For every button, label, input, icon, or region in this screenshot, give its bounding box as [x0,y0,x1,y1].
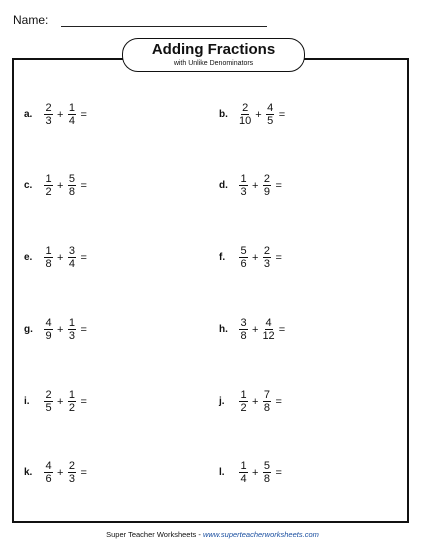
problem-label: k. [24,467,33,478]
numerator: 4 [267,102,274,114]
fraction-1 [239,460,248,485]
equals-sign: = [278,323,286,336]
page-title: Adding Fractions [151,41,276,58]
fraction-2 [67,317,76,342]
denominator: 3 [45,115,52,127]
numerator: 2 [242,102,249,114]
problem-k [24,460,91,485]
denominator: 3 [68,473,75,485]
fraction-2 [262,173,271,198]
numerator: 2 [45,102,52,114]
fraction-1 [44,460,53,485]
fraction-2 [67,460,76,485]
numerator: 5 [240,245,247,257]
equals-sign: = [80,323,87,336]
page-subtitle: with Unlike Denominators [173,60,254,67]
problem-g [24,317,91,342]
problem-d [219,173,286,198]
worksheet-frame [12,58,409,523]
denominator: 4 [240,473,247,485]
fraction-1 [239,317,248,342]
numerator: 2 [263,245,270,257]
numerator: 2 [68,460,75,472]
denominator: 8 [263,402,270,414]
plus-sign: + [255,108,262,121]
footer-brand: Super Teacher Worksheets [106,530,197,539]
equals-sign: = [80,466,87,479]
numerator: 2 [263,173,270,185]
fraction-2 [266,102,275,127]
footer-url[interactable]: www.superteacherworksheets.com [202,530,319,539]
problem-label: g. [24,324,33,335]
problem-label: j. [219,396,225,407]
denominator: 9 [45,330,52,342]
denominator: 3 [68,330,75,342]
equals-sign: = [275,251,282,264]
denominator: 10 [239,115,252,127]
numerator: 1 [68,317,75,329]
equals-sign: = [275,466,282,479]
denominator: 2 [45,186,52,198]
footer-separator: - [198,530,201,539]
denominator: 3 [263,258,270,270]
fraction-2 [262,317,274,342]
numerator: 1 [240,173,247,185]
denominator: 4 [68,258,75,270]
problem-label: a. [24,109,33,120]
equals-sign: = [80,395,87,408]
fraction-2 [67,173,76,198]
numerator: 5 [68,173,75,185]
denominator: 5 [45,402,52,414]
denominator: 2 [68,402,75,414]
plus-sign: + [57,395,64,408]
numerator: 1 [240,389,247,401]
fraction-2 [67,389,76,414]
fraction-1 [239,389,248,414]
equals-sign: = [80,179,87,192]
plus-sign: + [57,323,64,336]
problem-l [219,460,286,485]
problem-label: c. [24,180,33,191]
problem-label: i. [24,396,30,407]
numerator: 1 [240,460,247,472]
name-label: Name: [13,13,49,27]
problem-e [24,245,91,270]
denominator: 9 [263,186,270,198]
problem-label: l. [219,467,225,478]
plus-sign: + [252,466,259,479]
numerator: 1 [45,245,52,257]
fraction-2 [262,389,271,414]
denominator: 8 [240,330,247,342]
fraction-1 [239,102,251,127]
plus-sign: + [252,251,259,264]
problem-c [24,173,91,198]
problem-label: h. [219,324,228,335]
plus-sign: + [57,466,64,479]
plus-sign: + [57,179,64,192]
numerator: 7 [263,389,270,401]
denominator: 8 [45,258,52,270]
problem-f [219,245,286,270]
problem-h [219,317,289,342]
problem-j [219,389,286,414]
fraction-1 [44,102,53,127]
denominator: 12 [262,330,275,342]
numerator: 3 [68,245,75,257]
equals-sign: = [80,251,87,264]
numerator: 1 [45,173,52,185]
fraction-2 [67,102,76,127]
denominator: 6 [240,258,247,270]
numerator: 1 [68,102,75,114]
fraction-1 [239,245,248,270]
numerator: 4 [265,317,272,329]
name-line[interactable] [61,26,267,27]
denominator: 8 [263,473,270,485]
denominator: 2 [240,402,247,414]
denominator: 5 [267,115,274,127]
denominator: 8 [68,186,75,198]
equals-sign: = [275,179,282,192]
problem-i [24,389,91,414]
numerator: 2 [45,389,52,401]
plus-sign: + [252,179,259,192]
fraction-1 [44,173,53,198]
problem-label: e. [24,252,33,263]
numerator: 4 [45,317,52,329]
equals-sign: = [80,108,87,121]
numerator: 3 [240,317,247,329]
fraction-1 [44,245,53,270]
denominator: 3 [240,186,247,198]
numerator: 5 [263,460,270,472]
problem-a [24,102,91,127]
numerator: 1 [68,389,75,401]
denominator: 4 [68,115,75,127]
plus-sign: + [252,323,259,336]
denominator: 6 [45,473,52,485]
plus-sign: + [252,395,259,408]
problem-label: b. [219,109,228,120]
problem-label: d. [219,180,228,191]
equals-sign: = [275,395,282,408]
fraction-2 [262,460,271,485]
fraction-1 [239,173,248,198]
equals-sign: = [278,108,286,121]
problem-b [219,102,289,127]
fraction-2 [262,245,271,270]
fraction-1 [44,317,53,342]
numerator: 4 [45,460,52,472]
problem-label: f. [219,252,226,263]
fraction-1 [44,389,53,414]
plus-sign: + [57,251,64,264]
footer [0,530,425,539]
plus-sign: + [57,108,64,121]
fraction-2 [67,245,76,270]
title-box [122,38,305,72]
